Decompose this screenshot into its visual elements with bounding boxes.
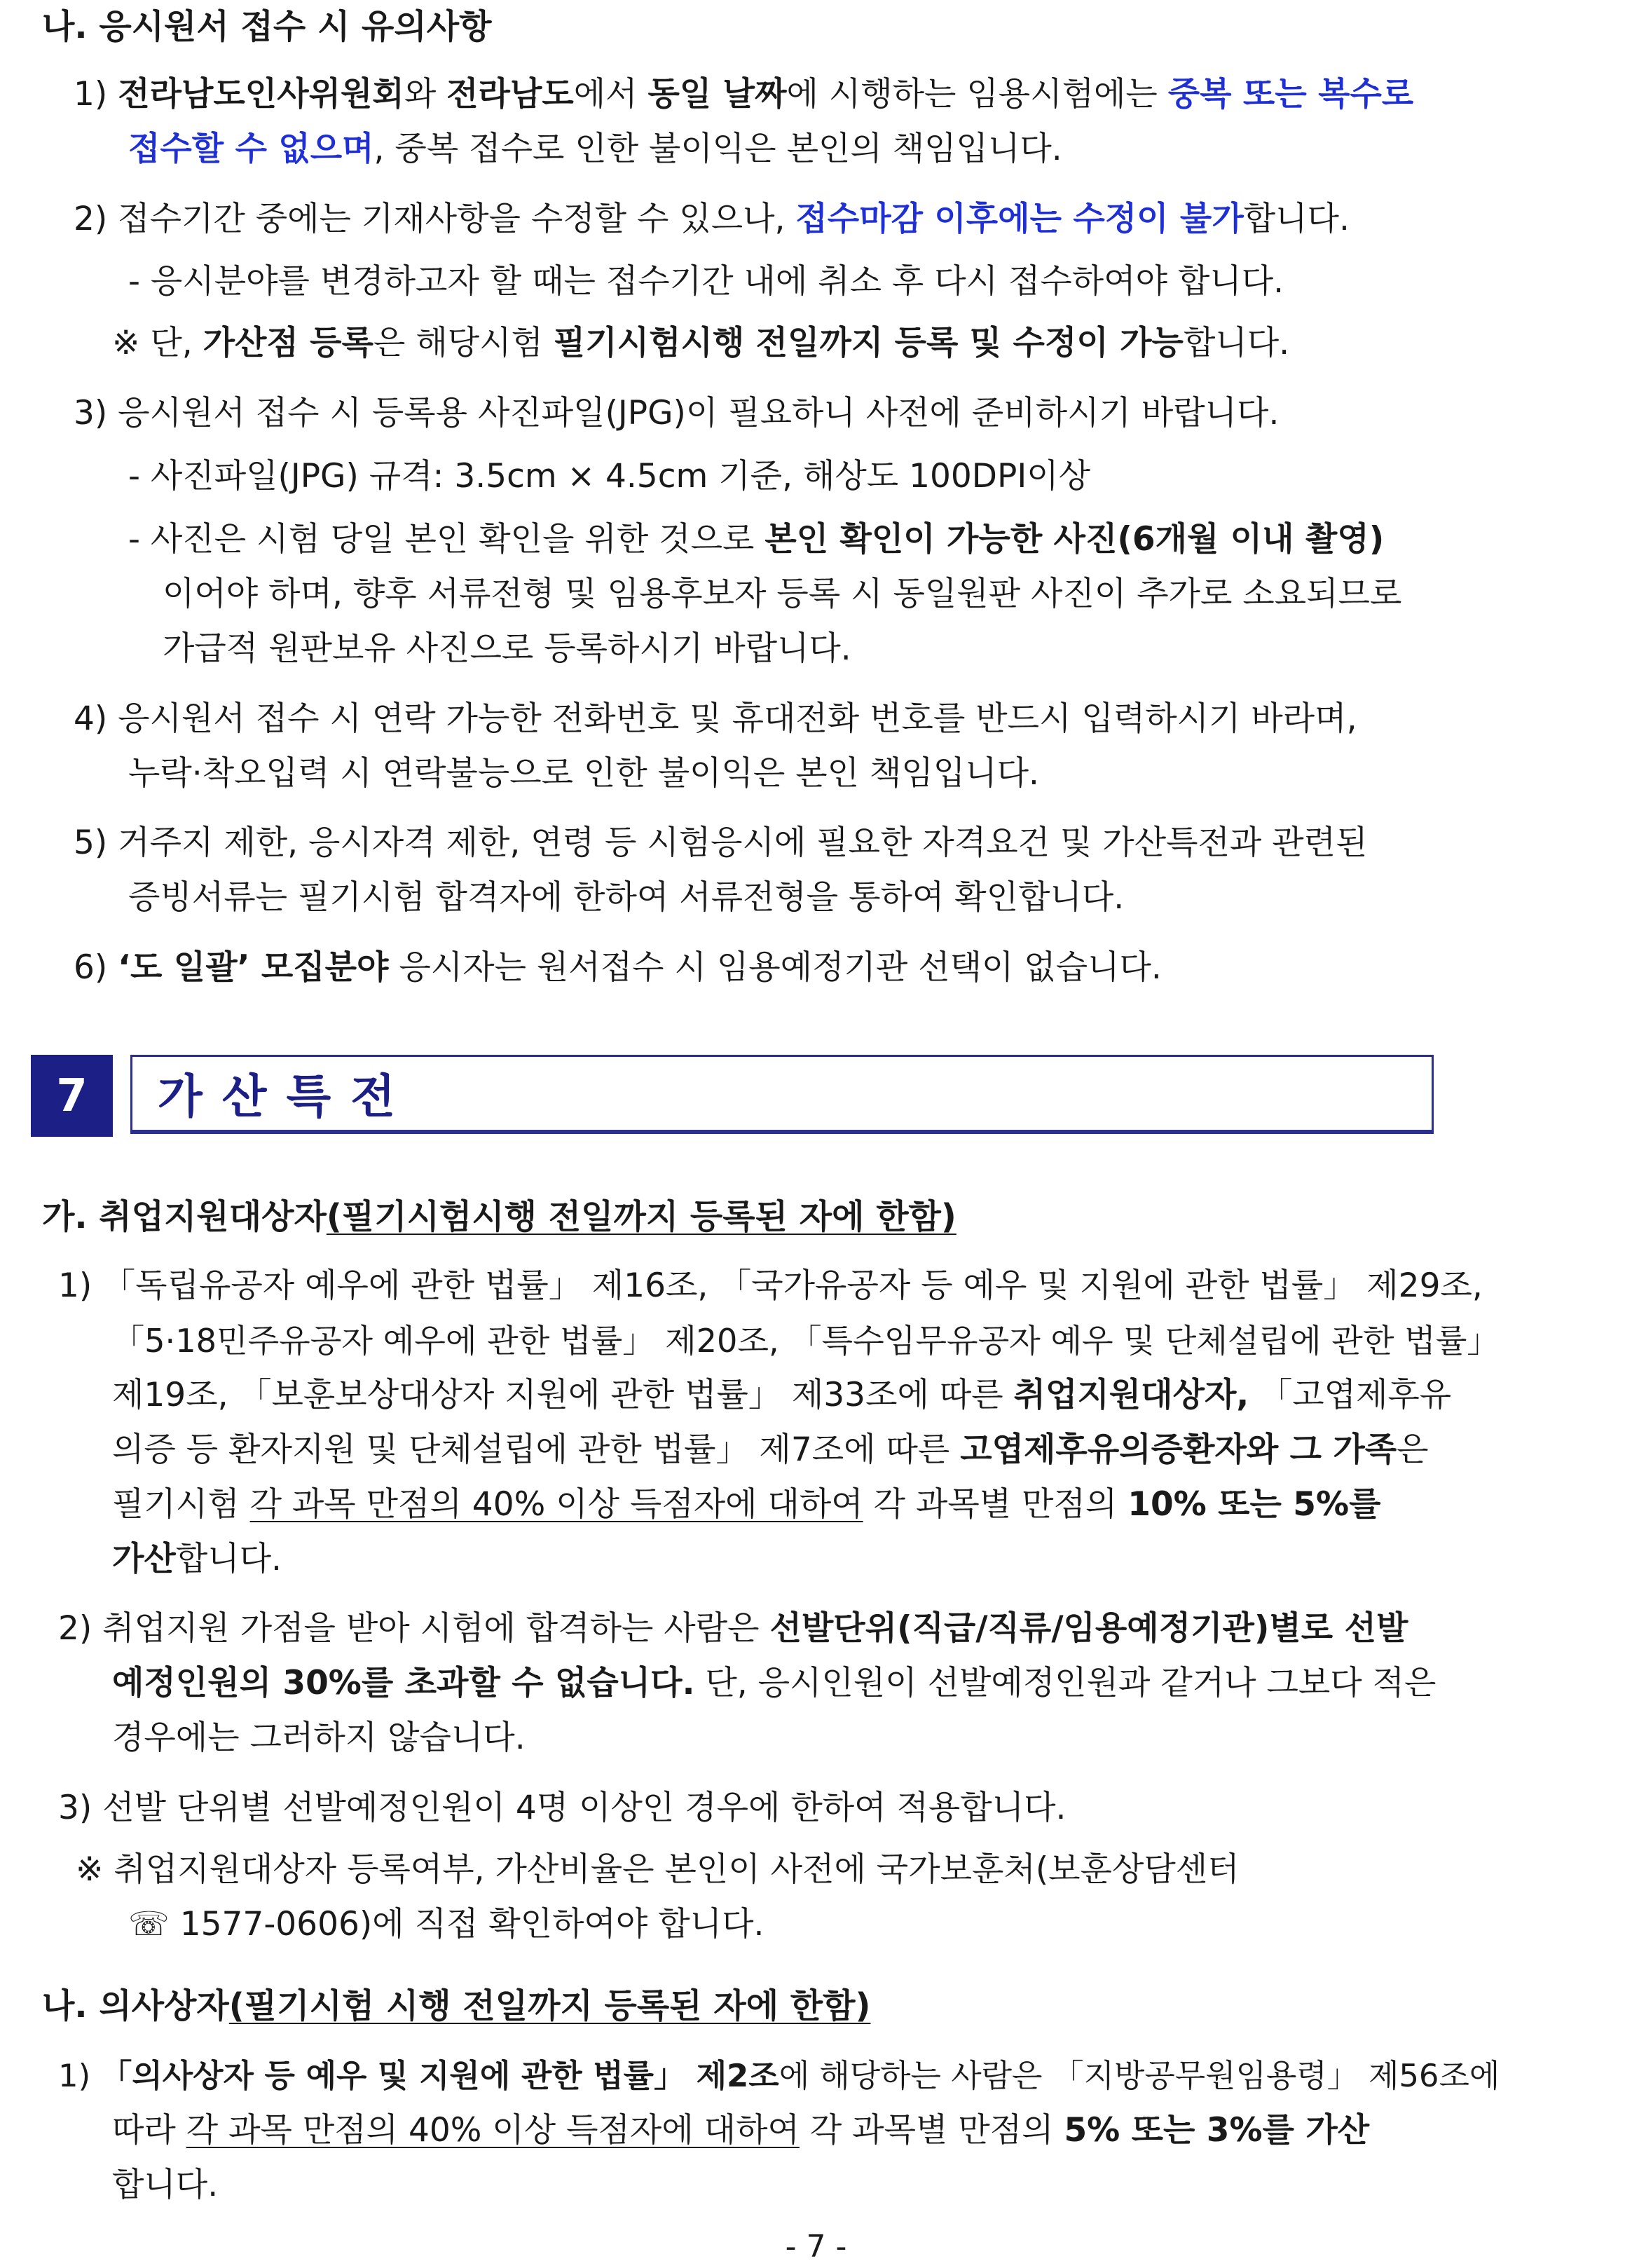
highlight-text: 접수마감 이후에는 수정이 불가 <box>795 200 1244 238</box>
support-item-1-line-2: 「5·18민주유공자 예우에 관한 법률」 제20조, 「특수임무유공자 예우 및 단체설립에 관한 법률」 <box>112 1322 1500 1360</box>
righteous-item-1-line-2 <box>112 2110 1369 2152</box>
heading-employment-support <box>42 1196 956 1238</box>
bold-text: 「의사상자 등 예우 및 지원에 관한 법률」 제2조 <box>100 2057 779 2094</box>
bold-text: 필기시험시행 전일까지 등록 및 수정이 가능 <box>553 324 1184 362</box>
note-item-2-line-1 <box>74 198 1350 240</box>
bold-text: 동일 날짜 <box>647 75 787 114</box>
note-item-3-sub-2-line-2: 이어야 하며, 향후 서류전형 및 임용후보자 등록 시 동일원판 사진이 추가로 소요되므로 <box>163 575 1402 613</box>
heading-condition: (필기시험 시행 전일까지 등록된 자에 한함) <box>228 1986 871 2026</box>
support-item-2-line-2 <box>112 1662 1436 1705</box>
section-title: 가산특전 <box>158 1070 416 1123</box>
support-remark-line-1: ※ 취업지원대상자 등록여부, 가산비율은 본인이 사전에 국가보훈처(보훈상담센터 <box>76 1850 1240 1889</box>
support-item-1-line-1: 1) 「독립유공자 예우에 관한 법률」 제16조, 「국가유공자 등 예우 및 지원에 관한 법률」 제29조, <box>58 1266 1483 1305</box>
heading-application-notes: 나. 응시원서 접수 시 유의사항 <box>42 7 492 46</box>
bold-text: 가산점 등록 <box>203 324 373 362</box>
support-item-2-line-1 <box>58 1608 1408 1650</box>
note-item-3-sub-1: - 사진파일(JPG) 규격: 3.5cm × 4.5cm 기준, 해상도 100DPI이상 <box>128 457 1090 496</box>
underlined-text: 각 과목 만점의 40% 이상 득점자에 대하여 <box>249 1485 863 1524</box>
text: 2) 취업지원 가점을 받아 시험에 합격하는 사람은 <box>58 1609 770 1648</box>
text: 와 <box>404 75 447 114</box>
bold-text: 10% 또는 5%를 <box>1127 1485 1381 1524</box>
bold-text: 취업지원대상자, <box>1013 1376 1249 1414</box>
highlight-text: 접수할 수 없으며 <box>128 130 374 168</box>
bold-text: 가산 <box>112 1540 176 1578</box>
note-item-1-line-1 <box>74 74 1413 116</box>
righteous-item-1-line-3: 합니다. <box>112 2166 219 2204</box>
support-item-2-line-3: 경우에는 그러하지 않습니다. <box>112 1719 526 1757</box>
text: 에 해당하는 사람은 「지방공무원임용령」 제56조에 <box>779 2057 1500 2094</box>
text: ※ 단, <box>112 324 203 362</box>
text: 에서 <box>573 75 648 114</box>
underlined-text: 각 과목 만점의 40% 이상 득점자에 대하여 <box>186 2111 800 2150</box>
text: 제19조, 「보훈보상대상자 지원에 관한 법률」 제33조에 따른 <box>112 1376 1014 1414</box>
heading-text: 나. 의사상자 <box>42 1986 229 2026</box>
text: 필기시험 <box>112 1485 250 1524</box>
bold-text: 고엽제후유의증환자와 그 가족 <box>960 1430 1397 1469</box>
bold-text: ‘도 일괄’ 모집분야 <box>118 948 389 987</box>
note-item-3-sub-2-line-3: 가급적 원판보유 사진으로 등록하시기 바랍니다. <box>163 629 851 668</box>
note-item-5-line-2: 증빙서류는 필기시험 합격자에 한하여 서류전형을 통하여 확인합니다. <box>128 878 1125 917</box>
support-item-1-line-3 <box>112 1374 1451 1416</box>
text: 합니다. <box>1183 324 1290 362</box>
bold-text: 전라남도인사위원회 <box>118 75 404 114</box>
page-number: - 7 - <box>785 2229 847 2264</box>
text: 따라 <box>112 2111 186 2150</box>
heading-condition: (필기시험시행 전일까지 등록된 자에 한함) <box>326 1197 956 1236</box>
support-item-3: 3) 선발 단위별 선발예정인원이 4명 이상인 경우에 한하여 적용합니다. <box>58 1789 1067 1827</box>
note-item-4-line-1: 4) 응시원서 접수 시 연락 가능한 전화번호 및 휴대전화 번호를 반드시 입력하시기 바라며, <box>74 699 1357 738</box>
text: 응시자는 원서접수 시 임용예정기관 선택이 없습니다. <box>388 948 1162 987</box>
text: 의증 등 환자지원 및 단체설립에 관한 법률」 제7조에 따른 <box>112 1430 961 1469</box>
note-item-3-sub-2-line-1 <box>128 519 1384 561</box>
text: - 사진은 시험 당일 본인 확인을 위한 것으로 <box>128 520 765 559</box>
text: 단, 응시인원이 선발예정인원과 같거나 그보다 적은 <box>694 1664 1436 1702</box>
heading-text: 가. 취업지원대상자 <box>42 1197 327 1236</box>
bold-text: 전라남도 <box>446 75 574 114</box>
heading-righteous-persons <box>42 1985 870 2027</box>
note-item-2-remark <box>112 322 1289 364</box>
note-item-6 <box>74 947 1162 989</box>
item-number: 1) <box>74 75 118 114</box>
text: 은 해당시험 <box>373 324 554 362</box>
note-item-2-sub: - 응시분야를 변경하고자 할 때는 접수기간 내에 취소 후 다시 접수하여야 합니다. <box>128 262 1284 301</box>
text: 각 과목별 만점의 <box>863 1485 1128 1524</box>
text: 2) 접수기간 중에는 기재사항을 수정할 수 있으나, <box>74 200 796 238</box>
support-item-1-line-6 <box>112 1538 282 1580</box>
text: , 중복 접수로 인한 불이익은 본인의 책임입니다. <box>373 130 1062 168</box>
text: 각 과목별 만점의 <box>799 2111 1064 2150</box>
support-item-1-line-5 <box>112 1484 1381 1526</box>
highlight-text: 중복 또는 복수로 <box>1167 75 1414 114</box>
note-item-3-line-1: 3) 응시원서 접수 시 등록용 사진파일(JPG)이 필요하니 사전에 준비하시기 바랍니다. <box>74 394 1280 432</box>
support-item-1-line-4 <box>112 1429 1429 1471</box>
bold-text: 본인 확인이 가능한 사진(6개월 이내 촬영) <box>764 520 1385 559</box>
note-item-1-line-2 <box>128 128 1062 170</box>
bold-text: 선발단위(직급/직류/임용예정기관)별로 선발 <box>769 1609 1408 1648</box>
item-number: 6) <box>74 948 118 987</box>
note-item-4-line-2: 누락·착오입력 시 연락불능으로 인한 불이익은 본인 책임입니다. <box>128 754 1039 793</box>
text: 「고엽제후유 <box>1249 1376 1452 1414</box>
note-item-5-line-1: 5) 거주지 제한, 응시자격 제한, 연령 등 시험응시에 필요한 자격요건 및 가산특전과 관련된 <box>74 824 1368 862</box>
text: 합니다. <box>1243 200 1350 238</box>
bold-text: 예정인원의 30%를 초과할 수 없습니다. <box>112 1664 695 1702</box>
text: 합니다. <box>175 1540 282 1578</box>
section-number-badge: 7 <box>31 1055 113 1137</box>
righteous-item-1-line-1 <box>58 2055 1500 2097</box>
text: 은 <box>1397 1430 1429 1469</box>
item-number: 1) <box>58 2057 101 2094</box>
bold-text: 5% 또는 3%를 가산 <box>1064 2111 1370 2150</box>
text: 에 시행하는 임용시험에는 <box>786 75 1168 114</box>
support-remark-line-2: ☏ 1577-0606)에 직접 확인하여야 합니다. <box>128 1905 764 1943</box>
